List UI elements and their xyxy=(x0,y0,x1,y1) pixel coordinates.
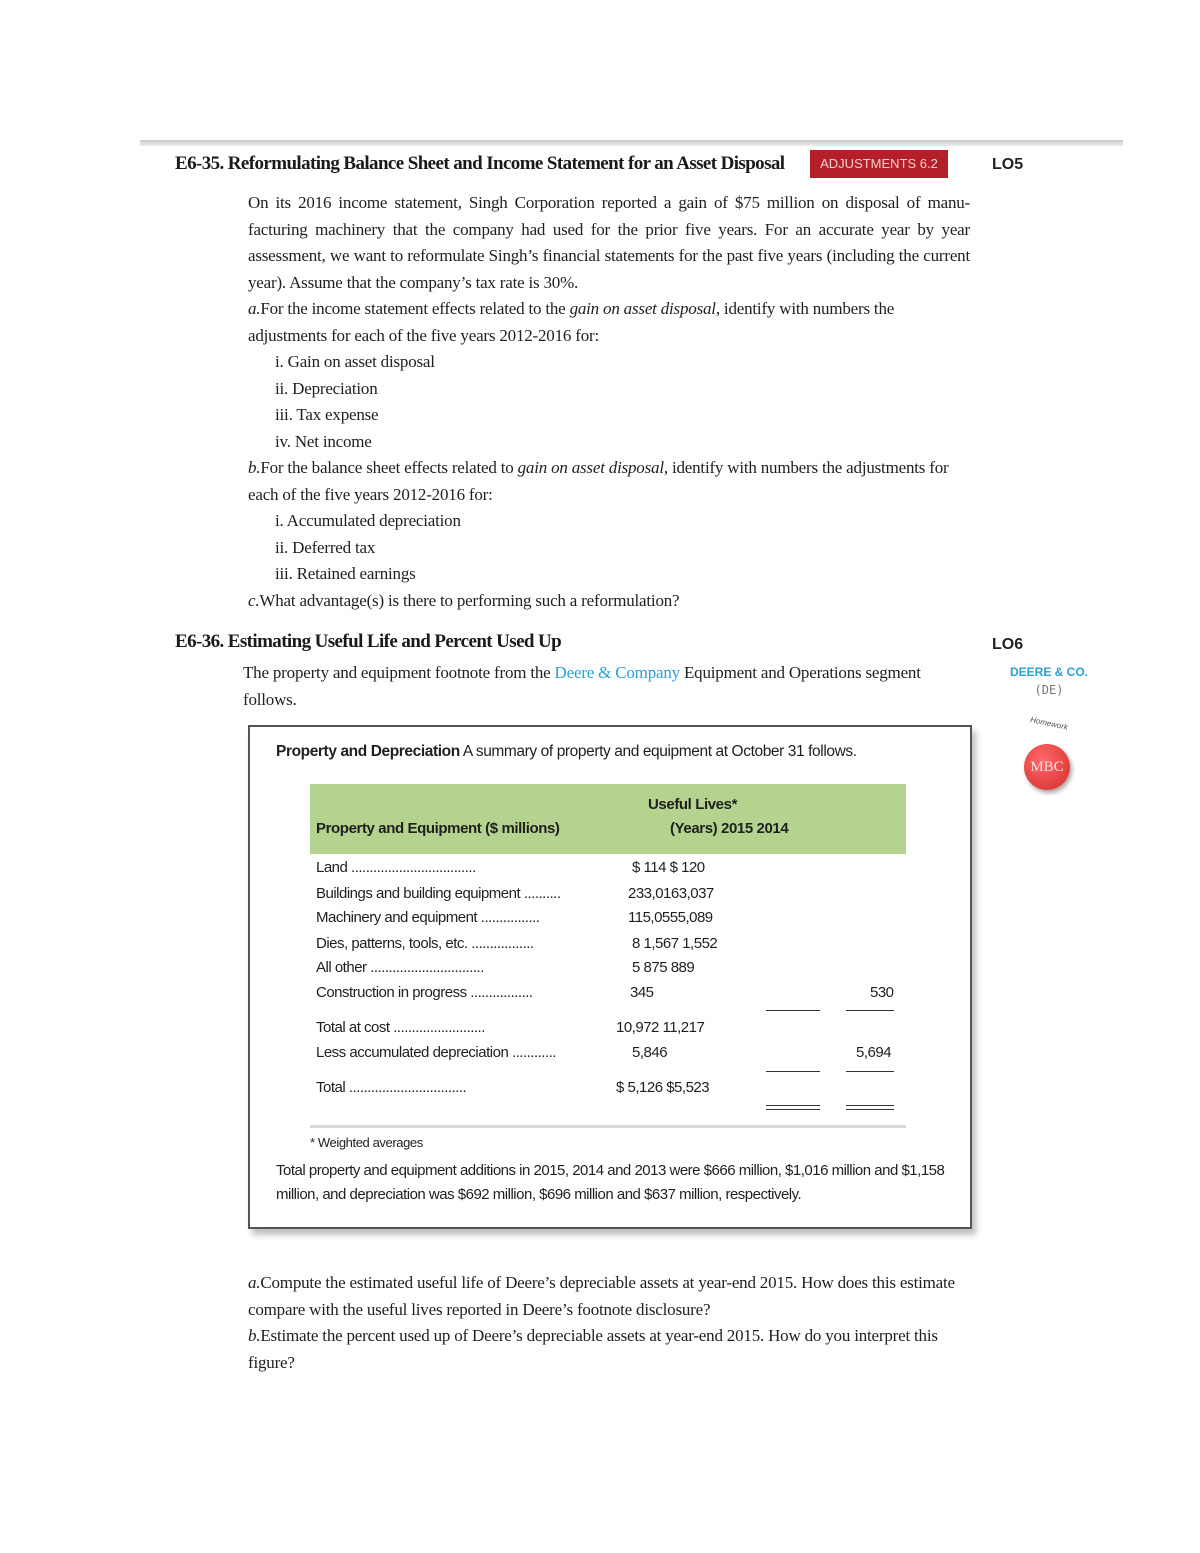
row-value: 5 875 889 xyxy=(632,959,695,976)
intro-text: The property and equipment footnote from the xyxy=(243,663,555,682)
part-b-text: Estimate the percent used up of Deere’s depreciable assets at year-end 2015. How do you interpret this figure? xyxy=(248,1326,938,1372)
part-a-item: iii. Tax expense xyxy=(275,405,379,424)
row-label: Dies, patterns, tools, etc. ................. xyxy=(316,935,534,952)
row-value: 5,846 xyxy=(632,1044,668,1061)
exercise-36-part-b xyxy=(248,1323,968,1376)
part-b-item: iii. Retained earnings xyxy=(275,564,416,583)
subtotal-rule xyxy=(846,1071,894,1072)
exercise-35-part-c xyxy=(248,588,970,615)
table-row xyxy=(316,935,718,952)
part-a-item: ii. Depreciation xyxy=(275,378,378,398)
page-top-rule xyxy=(140,140,1123,146)
part-b-item: ii. Deferred tax xyxy=(275,537,376,557)
row-value: $ 114 $ 120 xyxy=(632,859,705,876)
part-a-italic: gain on asset disposal xyxy=(569,299,716,318)
exercise-36-title: E6-36. Estimating Useful Life and Percent Used Up xyxy=(175,631,562,652)
box-heading-rest: A summary of property and equipment at October 31 follows. xyxy=(459,743,857,760)
exercise-36-intro xyxy=(243,660,970,713)
subtotal-rule xyxy=(846,1010,894,1011)
row-value: 345 xyxy=(630,984,654,1001)
row-value-2014: 5,694 xyxy=(856,1044,892,1061)
row-label: Land .................................. xyxy=(316,859,476,876)
table-row xyxy=(316,1019,705,1036)
part-a-prefix: a. xyxy=(248,299,261,318)
table-row xyxy=(316,885,714,902)
row-label: Less accumulated depreciation ............ xyxy=(316,1044,556,1061)
part-a-text: For the income statement effects related to the xyxy=(260,299,570,318)
company-ticker: (DE) xyxy=(1034,683,1064,697)
weighted-averages-note: * Weighted averages xyxy=(310,1135,423,1150)
row-value-2014: 530 xyxy=(870,984,894,1001)
part-a-text-end: , identify with numbers the adjustments for each of the five years 2012-2016 for: xyxy=(248,299,895,345)
box-heading xyxy=(276,743,857,761)
table-row xyxy=(316,1044,892,1061)
total-double-rule xyxy=(846,1105,894,1110)
part-b-text-end: , identify with numbers the adjustments for each of the five years 2012-2016 for: xyxy=(248,458,949,504)
footnote-box xyxy=(248,725,972,1229)
part-b-item: i. Accumulated depreciation xyxy=(275,511,461,530)
learning-objective-lo6: LO6 xyxy=(992,636,1024,653)
box-heading-bold: Property and Depreciation xyxy=(276,743,460,760)
exercise-35-body xyxy=(248,190,970,614)
part-a-item: iv. Net income xyxy=(275,431,372,451)
part-b-prefix: b. xyxy=(248,1326,261,1345)
table-row xyxy=(316,959,695,976)
subtotal-rule xyxy=(766,1010,820,1011)
subtotal-rule xyxy=(766,1071,820,1072)
table-header xyxy=(310,784,906,854)
adjustments-badge: ADJUSTMENTS 6.2 xyxy=(810,150,948,178)
row-label: All other ............................... xyxy=(316,959,484,976)
part-c-text: What advantage(s) is there to performing such a reformulation? xyxy=(259,590,680,610)
exercise-36-questions xyxy=(248,1270,968,1376)
part-a-prefix: a. xyxy=(248,1273,261,1292)
exercise-36-part-a xyxy=(248,1270,968,1323)
row-value: 8 1,567 1,552 xyxy=(632,935,718,952)
additions-summary: Total property and equipment additions in 2015, 2014 and 2013 were $666 million, $1,016 million and $1,158 million, and depreciation was $692 million, $696 million and $637 million, respectively. xyxy=(276,1162,945,1203)
row-label: Machinery and equipment ................ xyxy=(316,909,540,926)
table-row xyxy=(316,909,713,926)
row-label: Total ................................ xyxy=(316,1079,467,1096)
row-value: 10,972 11,217 xyxy=(616,1019,705,1036)
row-label: Total at cost ......................... xyxy=(316,1019,485,1036)
row-label: Construction in progress ................. xyxy=(316,984,533,1001)
exercise-35-title: E6-35. Reformulating Balance Sheet and Income Statement for an Asset Disposal xyxy=(175,153,785,174)
column-header-useful-lives: Useful Lives* xyxy=(648,796,738,813)
row-value: 115,0555,089 xyxy=(628,909,713,926)
part-b-prefix: b. xyxy=(248,458,261,477)
exercise-35-part-a xyxy=(248,296,970,349)
column-header-property: Property and Equipment ($ millions) xyxy=(316,820,560,837)
row-value: $ 5,126 $5,523 xyxy=(616,1079,710,1096)
table-row xyxy=(316,1079,710,1096)
column-header-years: (Years) 2015 2014 xyxy=(670,820,789,837)
intro-text-end: Equipment and Operations segment follows. xyxy=(243,663,921,709)
part-a-item: i. Gain on asset disposal xyxy=(275,352,435,371)
total-double-rule xyxy=(766,1105,820,1110)
table-row xyxy=(316,859,705,876)
exercise-35-intro: On its 2016 income statement, Singh Corporation reported a gain of $75 million on disposal of manu- facturing machinery that the company had used for the prior five years. For an accurate year by year assessment, we want to reformulate Singh’s financial statements for the past five years (including the current year). Assume that the company’s tax rate is 30%. xyxy=(248,193,970,292)
part-a-text: Compute the estimated useful life of Deere’s depreciable assets at year-end 2015. How does this estimate compare with the useful lives reported in Deere’s footnote disclosure? xyxy=(248,1273,955,1319)
row-label: Buildings and building equipment .......... xyxy=(316,885,561,902)
row-value: 233,0163,037 xyxy=(628,885,714,902)
table-row xyxy=(316,984,894,1001)
company-name: DEERE & CO. xyxy=(1009,665,1088,679)
part-c-prefix: c. xyxy=(248,590,260,610)
exercise-35-part-b xyxy=(248,455,970,508)
mbc-icon: MBC xyxy=(1024,744,1070,790)
learning-objective-lo5: LO5 xyxy=(992,156,1024,173)
deere-company-link[interactable]: Deere & Company xyxy=(554,663,680,682)
part-b-text: For the balance sheet effects related to xyxy=(260,458,518,477)
table-bottom-rule xyxy=(310,1125,906,1128)
homework-label: Homework xyxy=(1029,715,1069,732)
part-b-italic: gain on asset disposal xyxy=(517,458,664,477)
